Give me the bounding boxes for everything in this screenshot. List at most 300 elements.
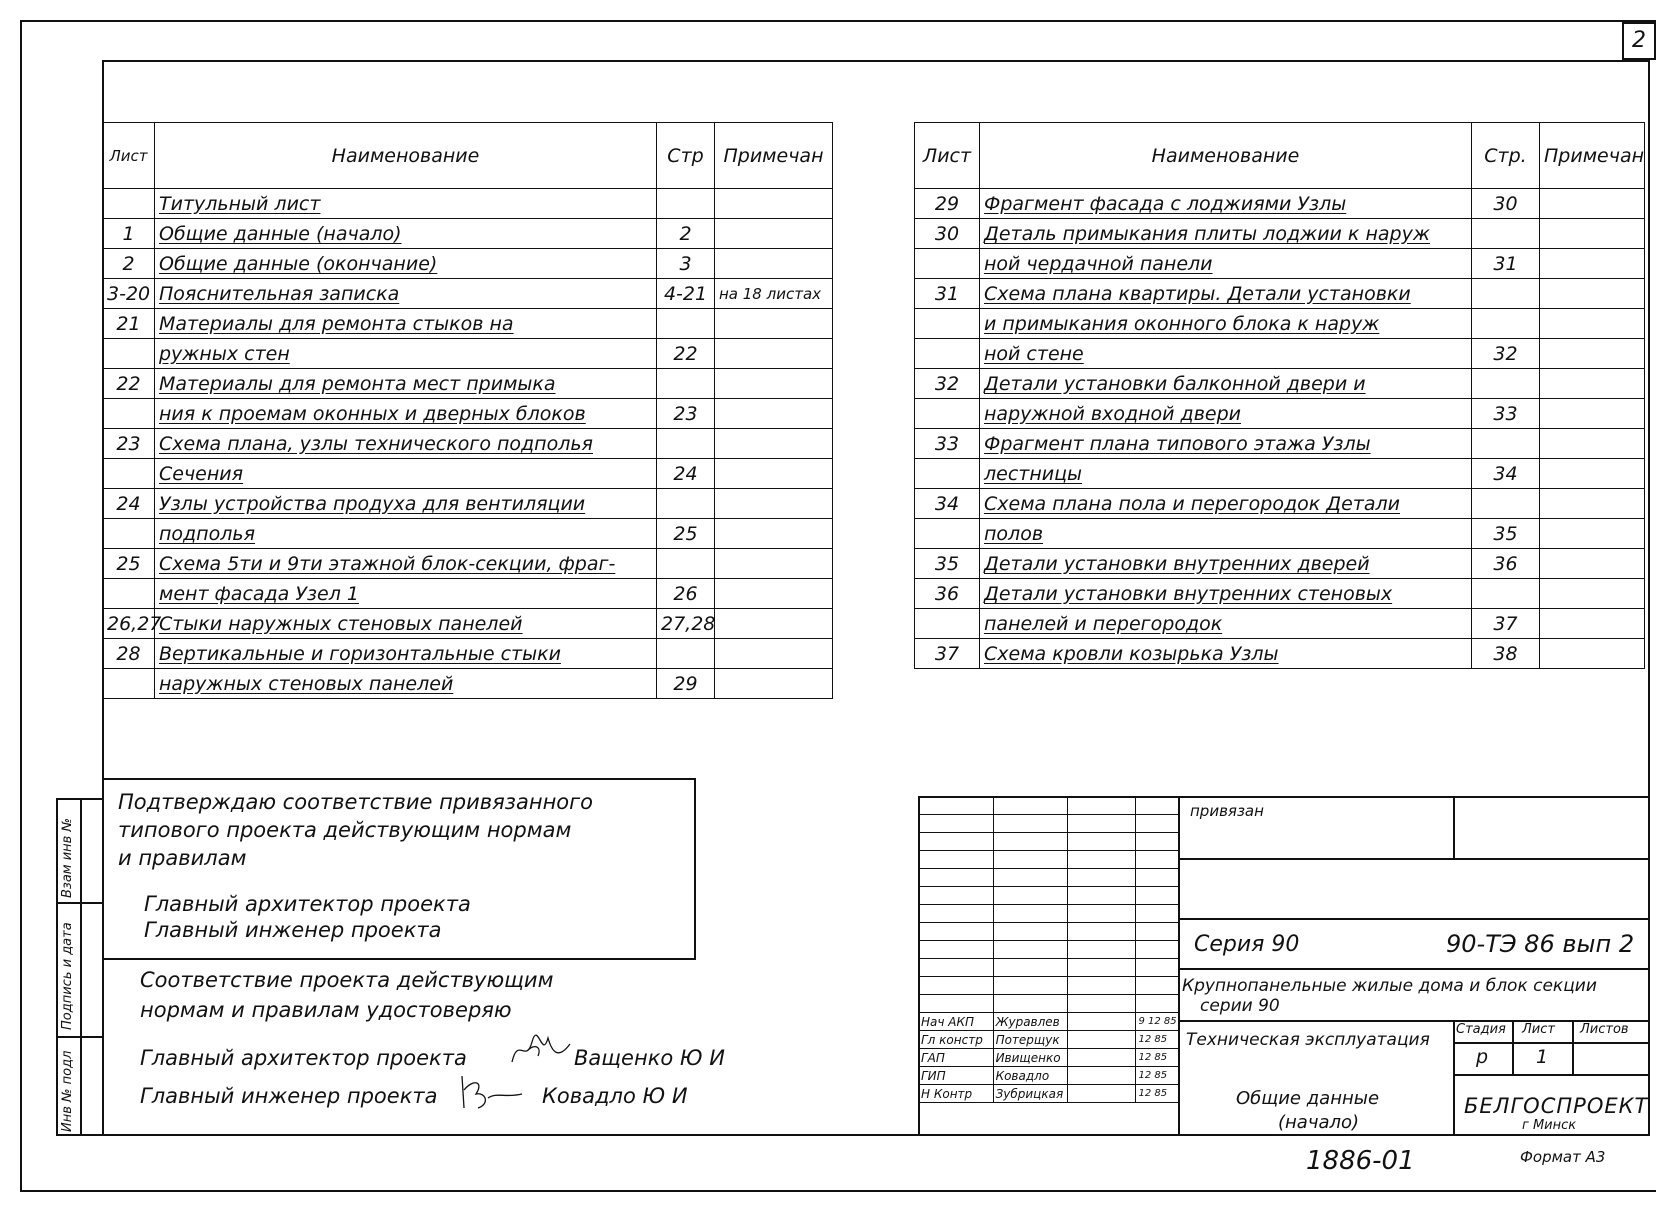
right-sheet-number (915, 609, 980, 639)
staff-name (993, 941, 1068, 959)
staff-name: Потерщук (993, 1031, 1068, 1049)
staff-sig (1068, 959, 1136, 977)
confirmation-line-3: и правилам (118, 846, 247, 870)
left-row (103, 399, 833, 429)
right-page-number (1472, 309, 1540, 339)
staff-date (1136, 959, 1180, 977)
handwritten-signature-1 (508, 1030, 574, 1070)
staff-date: 12 85 (1136, 1067, 1180, 1085)
confirmation-role-1: Главный архитектор проекта (144, 892, 471, 916)
left-sheet-number (103, 579, 155, 609)
signature-1-role: Главный архитектор проекта (140, 1046, 467, 1070)
staff-grid-row (919, 923, 1180, 941)
staff-grid-row (919, 1013, 1180, 1031)
tb-city: г Минск (1522, 1118, 1577, 1133)
staff-grid-row (919, 941, 1180, 959)
right-row (915, 429, 1645, 459)
staff-sig (1068, 797, 1136, 815)
tb-doc-line-1: Общие данные (1236, 1088, 1380, 1109)
left-note (715, 579, 833, 609)
staff-date (1136, 887, 1180, 905)
left-note (715, 489, 833, 519)
tb-v-sheet (1512, 1020, 1514, 1074)
right-row (915, 609, 1645, 639)
tb-project-line-2: серии 90 (1200, 996, 1280, 1016)
left-page-number (657, 549, 715, 579)
left-sheet-number: 2 (103, 249, 155, 279)
staff-sig (1068, 941, 1136, 959)
right-sheet-number: 32 (915, 369, 980, 399)
right-sheet-number (915, 519, 980, 549)
staff-name (993, 797, 1068, 815)
side-label-signature: Подпись и дата (60, 922, 75, 1030)
right-sheet-number: 30 (915, 219, 980, 249)
right-row (915, 549, 1645, 579)
staff-name: Журавлев (993, 1013, 1068, 1031)
left-page-number (657, 489, 715, 519)
right-note (1540, 219, 1645, 249)
staff-name (993, 977, 1068, 995)
left-page-number (657, 189, 715, 219)
signature-1-name: Ващенко Ю И (574, 1046, 725, 1070)
staff-grid-row (919, 833, 1180, 851)
right-item-name: ной чердачной панели (980, 249, 1472, 279)
staff-date: 12 85 (1136, 1031, 1180, 1049)
left-page-number (657, 429, 715, 459)
left-item-name: Стыки наружных стеновых панелей (155, 609, 657, 639)
right-page-number: 31 (1472, 249, 1540, 279)
left-sheet-number (103, 669, 155, 699)
left-item-name: Схема плана, узлы технического подполья (155, 429, 657, 459)
left-note (715, 519, 833, 549)
staff-role (919, 797, 994, 815)
staff-role: ГАП (919, 1049, 994, 1067)
tb-h-3 (1178, 968, 1650, 970)
sheet-number: 2 (1632, 28, 1646, 53)
right-page-number (1472, 219, 1540, 249)
staff-grid-row (919, 959, 1180, 977)
right-row (915, 339, 1645, 369)
right-note (1540, 459, 1645, 489)
left-page-number (657, 369, 715, 399)
staff-name (993, 905, 1068, 923)
left-item-name: ружных стен (155, 339, 657, 369)
right-sheet-number (915, 399, 980, 429)
left-row (103, 189, 833, 219)
staff-date (1136, 923, 1180, 941)
left-note (715, 369, 833, 399)
right-note (1540, 189, 1645, 219)
right-page-number: 30 (1472, 189, 1540, 219)
right-page-number: 33 (1472, 399, 1540, 429)
tb-sheet-value: 1 (1536, 1046, 1549, 1068)
staff-sig (1068, 815, 1136, 833)
staff-role (919, 905, 994, 923)
staff-sig (1068, 887, 1136, 905)
staff-date (1136, 905, 1180, 923)
left-row (103, 249, 833, 279)
staff-sig (1068, 995, 1136, 1013)
left-page-number: 24 (657, 459, 715, 489)
signature-2-name: Ковадло Ю И (542, 1084, 688, 1108)
staff-role (919, 887, 994, 905)
left-note (715, 189, 833, 219)
left-item-name: Узлы устройства продуха для вентиляции (155, 489, 657, 519)
right-item-name: Схема кровли козырька Узлы (980, 639, 1472, 669)
left-sheet-number (103, 189, 155, 219)
outer-frame-left (20, 20, 22, 1190)
tb-v-divider (1178, 796, 1180, 1136)
right-row (915, 399, 1645, 429)
outer-frame-bottom (20, 1190, 1656, 1192)
left-sheet-number (103, 339, 155, 369)
side-strip-sep-1 (56, 902, 104, 904)
right-sheet-number: 31 (915, 279, 980, 309)
left-row (103, 669, 833, 699)
staff-grid-row (919, 1031, 1180, 1049)
left-item-name: наружных стеновых панелей (155, 669, 657, 699)
left-row (103, 369, 833, 399)
right-row (915, 279, 1645, 309)
right-note (1540, 279, 1645, 309)
right-item-name: панелей и перегородок (980, 609, 1472, 639)
right-item-name: полов (980, 519, 1472, 549)
left-row (103, 309, 833, 339)
left-sheet-number: 26,27 (103, 609, 155, 639)
right-note (1540, 609, 1645, 639)
left-item-name: Вертикальные и горизонтальные стыки (155, 639, 657, 669)
staff-name (993, 851, 1068, 869)
right-row (915, 639, 1645, 669)
staff-grid-row (919, 887, 1180, 905)
left-page-number: 23 (657, 399, 715, 429)
staff-role: Н Контр (919, 1085, 994, 1103)
right-header-sheet: Лист (915, 123, 980, 189)
left-header-note: Примечан (715, 123, 833, 189)
staff-name (993, 959, 1068, 977)
right-page-number (1472, 429, 1540, 459)
right-note (1540, 309, 1645, 339)
staff-grid-row (919, 869, 1180, 887)
right-page-number: 34 (1472, 459, 1540, 489)
left-header-name: Наименование (155, 123, 657, 189)
left-sheet-number: 23 (103, 429, 155, 459)
left-item-name: Сечения (155, 459, 657, 489)
right-note (1540, 399, 1645, 429)
left-row (103, 339, 833, 369)
left-sheet-number (103, 459, 155, 489)
right-sheet-number: 34 (915, 489, 980, 519)
staff-date (1136, 869, 1180, 887)
left-page-number: 26 (657, 579, 715, 609)
staff-role: Гл констр (919, 1031, 994, 1049)
left-sheet-number: 3-20 (103, 279, 155, 309)
staff-date (1136, 995, 1180, 1013)
left-note (715, 219, 833, 249)
staff-date (1136, 941, 1180, 959)
right-page-number: 37 (1472, 609, 1540, 639)
left-item-name: подполья (155, 519, 657, 549)
side-label-inventory: Инв № подл (60, 1050, 75, 1132)
right-item-name: Схема плана квартиры. Детали установки (980, 279, 1472, 309)
right-item-name: ной стене (980, 339, 1472, 369)
side-strip-divider (80, 798, 82, 1136)
staff-sig (1068, 1049, 1136, 1067)
left-item-name: Пояснительная записка (155, 279, 657, 309)
certification-line-2: нормам и правилам удостоверяю (140, 998, 512, 1022)
staff-role (919, 941, 994, 959)
left-item-name: Общие данные (окончание) (155, 249, 657, 279)
right-page-number (1472, 489, 1540, 519)
outer-frame-top (20, 20, 1656, 22)
left-sheet-number: 24 (103, 489, 155, 519)
right-sheet-number (915, 339, 980, 369)
right-sheet-number (915, 249, 980, 279)
right-item-name: Детали установки внутренних стеновых (980, 579, 1472, 609)
left-item-name: мент фасада Узел 1 (155, 579, 657, 609)
confirmation-role-2: Главный инженер проекта (144, 918, 442, 942)
left-note (715, 249, 833, 279)
tb-organization: БЕЛГОСПРОЕКТ (1464, 1094, 1649, 1118)
left-note (715, 459, 833, 489)
right-item-name: лестницы (980, 459, 1472, 489)
staff-role: Нач АКП (919, 1013, 994, 1031)
right-row (915, 249, 1645, 279)
right-row (915, 519, 1645, 549)
left-note (715, 549, 833, 579)
staff-date (1136, 815, 1180, 833)
staff-sig (1068, 869, 1136, 887)
right-item-name: Детали установки внутренних дверей (980, 549, 1472, 579)
staff-grid-row (919, 797, 1180, 815)
left-sheet-number: 1 (103, 219, 155, 249)
tb-sheets-header: Листов (1580, 1022, 1629, 1037)
left-row (103, 549, 833, 579)
tb-v-stage (1453, 1020, 1455, 1136)
tb-h-1 (1178, 858, 1650, 860)
right-row (915, 489, 1645, 519)
right-header-name: Наименование (980, 123, 1472, 189)
right-item-name: Схема плана пола и перегородок Детали (980, 489, 1472, 519)
left-page-number (657, 639, 715, 669)
tb-stage-value: р (1476, 1046, 1489, 1068)
left-row (103, 519, 833, 549)
left-item-name: Титульный лист (155, 189, 657, 219)
left-sheet-number: 22 (103, 369, 155, 399)
tb-stage-header: Стадия (1456, 1022, 1506, 1037)
staff-date (1136, 977, 1180, 995)
right-note (1540, 579, 1645, 609)
left-sheet-number (103, 519, 155, 549)
right-item-name: Фрагмент плана типового этажа Узлы (980, 429, 1472, 459)
staff-date: 12 85 (1136, 1085, 1180, 1103)
staff-name (993, 887, 1068, 905)
left-sheet-number: 28 (103, 639, 155, 669)
staff-sig (1068, 1013, 1136, 1031)
tb-h-5 (1453, 1042, 1650, 1044)
staff-name: Зубрицкая (993, 1085, 1068, 1103)
staff-role (919, 833, 994, 851)
left-note (715, 609, 833, 639)
right-page-number: 35 (1472, 519, 1540, 549)
right-sheet-number: 37 (915, 639, 980, 669)
staff-sig (1068, 977, 1136, 995)
right-row (915, 459, 1645, 489)
tb-sheet-header: Лист (1522, 1022, 1555, 1037)
right-row (915, 219, 1645, 249)
staff-grid-row (919, 905, 1180, 923)
right-register-table (914, 122, 1645, 669)
right-page-number (1472, 279, 1540, 309)
left-note: на 18 листах (715, 279, 833, 309)
right-page-number: 38 (1472, 639, 1540, 669)
left-row (103, 459, 833, 489)
right-note (1540, 489, 1645, 519)
right-header-note: Примечан (1540, 123, 1645, 189)
left-row (103, 609, 833, 639)
staff-role (919, 815, 994, 833)
right-item-name: Фрагмент фасада с лоджиями Узлы (980, 189, 1472, 219)
staff-sig (1068, 1031, 1136, 1049)
staff-grid-row (919, 995, 1180, 1013)
tb-project-line-1: Крупнопанельные жилые дома и блок секции (1182, 976, 1597, 996)
left-row (103, 579, 833, 609)
right-sheet-number: 29 (915, 189, 980, 219)
side-strip-sep-2 (56, 1036, 104, 1038)
staff-role (919, 869, 994, 887)
tb-bound-divider (1453, 796, 1455, 858)
tb-doc-line-2: (начало) (1278, 1112, 1360, 1133)
right-item-name: Деталь примыкания плиты лоджии к наруж (980, 219, 1472, 249)
left-note (715, 429, 833, 459)
right-sheet-number (915, 309, 980, 339)
staff-date: 12 85 (1136, 1049, 1180, 1067)
confirmation-line-2: типового проекта действующим нормам (118, 818, 572, 842)
left-row (103, 219, 833, 249)
staff-grid-row (919, 815, 1180, 833)
right-page-number: 32 (1472, 339, 1540, 369)
tb-code: 90-ТЭ 86 вып 2 (1446, 930, 1635, 958)
left-note (715, 399, 833, 429)
staff-grid-row (919, 977, 1180, 995)
right-note (1540, 339, 1645, 369)
left-note (715, 639, 833, 669)
staff-grid-row (919, 1085, 1180, 1103)
left-page-number: 3 (657, 249, 715, 279)
left-row (103, 489, 833, 519)
staff-role (919, 959, 994, 977)
staff-role (919, 995, 994, 1013)
left-item-name: Общие данные (начало) (155, 219, 657, 249)
tb-bound-label: привязан (1190, 802, 1264, 820)
tb-v-sheets (1572, 1020, 1574, 1074)
right-sheet-number: 33 (915, 429, 980, 459)
signature-2-role: Главный инженер проекта (140, 1084, 438, 1108)
right-item-name: наружной входной двери (980, 399, 1472, 429)
right-sheet-number (915, 459, 980, 489)
left-note (715, 669, 833, 699)
left-note (715, 309, 833, 339)
staff-role (919, 923, 994, 941)
staff-sig (1068, 1085, 1136, 1103)
left-sheet-number (103, 399, 155, 429)
left-item-name: Материалы для ремонта стыков на (155, 309, 657, 339)
right-note (1540, 639, 1645, 669)
left-page-number: 4-21 (657, 279, 715, 309)
tb-h-2 (1178, 918, 1650, 920)
right-sheet-number: 35 (915, 549, 980, 579)
left-page-number: 29 (657, 669, 715, 699)
right-note (1540, 519, 1645, 549)
right-sheet-number: 36 (915, 579, 980, 609)
footer-format: Формат А3 (1520, 1148, 1606, 1166)
right-item-name: Детали установки балконной двери и (980, 369, 1472, 399)
right-page-number (1472, 579, 1540, 609)
left-page-number: 2 (657, 219, 715, 249)
tb-series: Серия 90 (1194, 932, 1300, 957)
right-row (915, 579, 1645, 609)
left-item-name: ния к проемам оконных и дверных блоков (155, 399, 657, 429)
staff-date (1136, 833, 1180, 851)
right-note (1540, 249, 1645, 279)
right-row (915, 369, 1645, 399)
handwritten-signature-2 (456, 1068, 526, 1114)
side-label-replaced: Взам инв № (60, 818, 75, 898)
left-sheet-number: 25 (103, 549, 155, 579)
staff-date (1136, 851, 1180, 869)
staff-name: Ковадло (993, 1067, 1068, 1085)
staff-grid-row (919, 851, 1180, 869)
staff-name (993, 833, 1068, 851)
staff-role (919, 851, 994, 869)
staff-sig (1068, 905, 1136, 923)
left-row (103, 279, 833, 309)
staff-name (993, 923, 1068, 941)
staff-sig (1068, 923, 1136, 941)
left-note (715, 339, 833, 369)
right-page-number: 36 (1472, 549, 1540, 579)
left-page-number: 25 (657, 519, 715, 549)
right-row (915, 189, 1645, 219)
right-note (1540, 429, 1645, 459)
tb-h-6 (1453, 1074, 1650, 1076)
right-page-number (1472, 369, 1540, 399)
left-header-sheet: Лист (103, 123, 155, 189)
left-row (103, 639, 833, 669)
left-row (103, 429, 833, 459)
staff-grid-row (919, 1067, 1180, 1085)
tb-section: Техническая эксплуатация (1186, 1030, 1430, 1050)
staff-date (1136, 797, 1180, 815)
left-sheet-number: 21 (103, 309, 155, 339)
certification-line-1: Соответствие проекта действующим (140, 968, 554, 992)
right-note (1540, 369, 1645, 399)
staff-sig (1068, 851, 1136, 869)
confirmation-line-1: Подтверждаю соответствие привязанного (118, 790, 594, 814)
staff-role: ГИП (919, 1067, 994, 1085)
staff-name: Ивищенко (993, 1049, 1068, 1067)
footer-document-number: 1886-01 (1306, 1146, 1415, 1176)
right-note (1540, 549, 1645, 579)
left-page-number: 22 (657, 339, 715, 369)
staff-grid-row (919, 1049, 1180, 1067)
staff-name (993, 995, 1068, 1013)
right-item-name: и примыкания оконного блока к наруж (980, 309, 1472, 339)
staff-name (993, 869, 1068, 887)
staff-signature-grid (918, 796, 1180, 1103)
left-item-name: Материалы для ремонта мест примыка (155, 369, 657, 399)
staff-sig (1068, 1067, 1136, 1085)
